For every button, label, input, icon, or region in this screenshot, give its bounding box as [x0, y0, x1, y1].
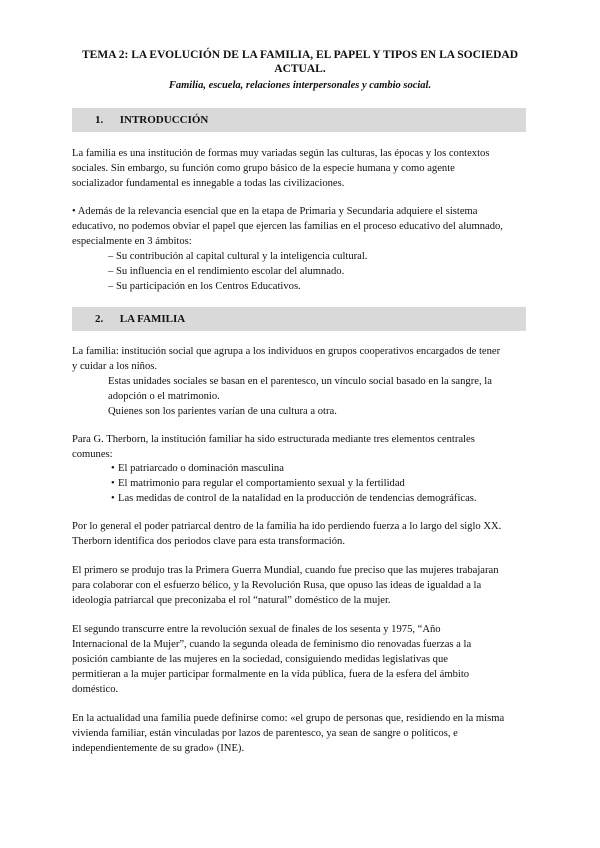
page-subtitle: Familia, escuela, relaciones interpersonales y cambio social. — [168, 80, 432, 91]
list-item-text: El matrimonio para regular el comportamiento sexual y la fertilidad — [118, 478, 405, 489]
section-heading-la-familia — [72, 307, 526, 331]
text-line: independientemente de su grado» (INE). — [72, 743, 245, 754]
text-line: Para G. Therborn, la institución familiar ha sido estructurada mediante tres elementos centrales — [72, 434, 475, 445]
text-line: La familia: institución social que agrupa a los individuos en grupos cooperativos encargados de tener — [72, 346, 501, 357]
section-heading-introduccion — [72, 108, 526, 132]
title-line: TEMA 2: LA EVOLUCIÓN DE LA FAMILIA, EL PAPEL Y TIPOS EN LA SOCIEDAD — [82, 49, 518, 61]
text-line: En la actualidad una familia puede definirse como: «el grupo de personas que, residiendo en la misma — [72, 713, 505, 724]
section-number: 1. — [95, 114, 104, 126]
text-line: y cuidar a los niños. — [72, 361, 158, 372]
section-title: INTRODUCCIÓN — [119, 114, 209, 126]
text-line: sociales. Sin embargo, su función como grupo básico de la especie humana y como agente — [72, 163, 455, 174]
therborn-intro — [72, 432, 528, 462]
text-line: especialmente en 3 ámbitos: — [72, 236, 192, 247]
list-item: • El matrimonio para regular el comportamiento sexual y la fertilidad — [111, 478, 405, 489]
text-line: • Además de la relevancia esencial que en la etapa de Primaria y Secundaria adquiere el sistema — [72, 206, 478, 217]
patriarchy-paragraph — [72, 519, 528, 549]
text-line: educativo, no podemos obviar el papel que ejercen las familias en el proceso educativo del alumnado, — [72, 221, 503, 232]
text-line: para colaborar con el esfuerzo bélico, y la Revolución Rusa, que opuso las ideas de igualdad a la — [72, 580, 482, 591]
familia-definition — [72, 344, 528, 374]
list-item: – Su influencia en el rendimiento escolar del alumnado. — [108, 266, 345, 277]
title-line: ACTUAL. — [274, 63, 326, 75]
section-title: LA FAMILIA — [119, 313, 186, 325]
text-line: Therborn identifica dos periodos clave para esta transformación. — [72, 536, 345, 547]
intro-bullet-paragraph — [72, 204, 528, 249]
list-item: • Las medidas de control de la natalidad en la producción de tendencias demográficas. — [111, 493, 477, 504]
text-line: El primero se produjo tras la Primera Guerra Mundial, cuando fue preciso que las mujeres trabajaran — [72, 565, 499, 576]
familia-definition-detail — [108, 374, 528, 419]
first-period-paragraph — [72, 563, 528, 608]
text-line: Por lo general el poder patriarcal dentro de la familia ha ido perdiendo fuerza a lo largo del siglo XX. — [72, 521, 502, 532]
text-line: doméstico. — [72, 684, 119, 695]
list-item: – Su contribución al capital cultural y la inteligencia cultural. — [108, 251, 368, 262]
text-line: Estas unidades sociales se basan en el parentesco, un vínculo social basado en la sangre, la — [108, 376, 492, 387]
page-title — [72, 48, 528, 76]
text-line: adopción o el matrimonio. — [108, 391, 220, 402]
ambitos-list — [108, 249, 528, 294]
text-line: vivienda familiar, están vinculadas por lazos de parentesco, ya sean de sangre o políticos, e — [72, 728, 458, 739]
list-item: – Su participación en los Centros Educativos. — [108, 281, 301, 292]
text-line: Internacional de la Mujer”, cuando la segunda oleada de feminismo dio renovadas fuerzas a la — [72, 639, 472, 650]
text-line: socializador fundamental es innegable a todas las civilizaciones. — [72, 178, 345, 189]
intro-paragraph — [72, 146, 528, 191]
text-line: La familia es una institución de formas muy variadas según las culturas, las épocas y los contextos — [72, 148, 490, 159]
list-item: • El patriarcado o dominación masculina — [111, 463, 284, 474]
text-line: El segundo transcurre entre la revolución sexual de finales de los sesenta y 1975, “Año — [72, 624, 441, 635]
text-line: posición cambiante de las mujeres en la sociedad, consiguiendo medidas legislativas que — [72, 654, 448, 665]
list-item-text: Las medidas de control de la natalidad en la producción de tendencias demográficas. — [118, 493, 477, 504]
section-number: 2. — [95, 313, 104, 325]
text-line: comunes: — [72, 449, 113, 460]
current-definition-paragraph — [72, 711, 528, 756]
text-line: Quienes son los parientes varían de una cultura a otra. — [108, 406, 337, 417]
list-item-text: El patriarcado o dominación masculina — [118, 463, 284, 474]
text-line: permitieran a la mujer participar formalmente en la vida pública, fuera de la esfera del ámbito — [72, 669, 470, 680]
text-line: ideología patriarcal que preconizaba el rol “natural” doméstico de la mujer. — [72, 595, 391, 606]
second-period-paragraph — [72, 622, 528, 697]
therborn-elements-list — [111, 461, 528, 506]
